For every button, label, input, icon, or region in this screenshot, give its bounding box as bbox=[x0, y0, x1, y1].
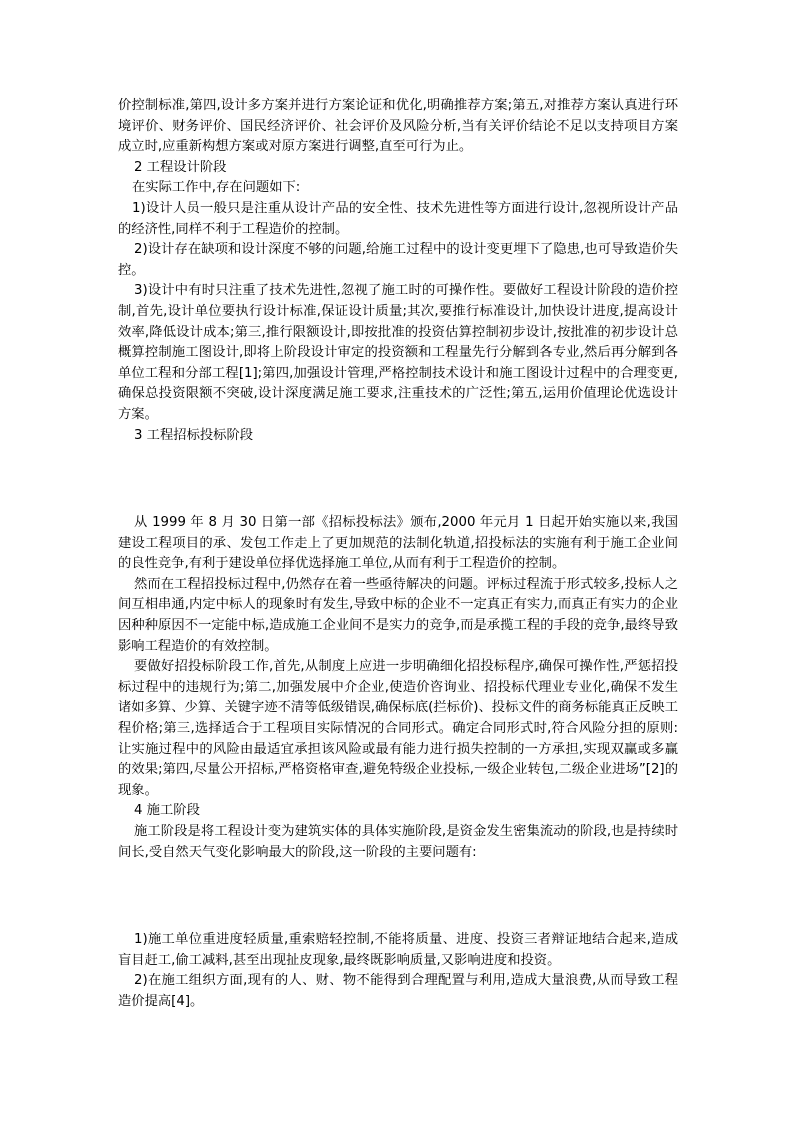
list-item-design-1: 1)设计人员一般只是注重从设计产品的安全性、技术先进性等方面进行设计,忽视所设计产品的经济性,同样不利于工程造价的控制。 bbox=[118, 200, 678, 237]
section-bidding-stage bbox=[118, 513, 678, 863]
paragraph-construction-intro: 施工阶段是将工程设计变为建筑实体的具体实施阶段,是资金发生密集流动的阶段,也是持续时间长,受自然天气变化影响最大的阶段,这一阶段的主要问题有: bbox=[118, 823, 678, 860]
paragraph-intro: 价控制标准,第四,设计多方案并进行方案论证和优化,明确推荐方案;第五,对推荐方案认真进行环境评价、财务评价、国民经济评价、社会评价及风险分析,当有关评价结论不足以支持项目方案成立时,应重新构想方案或对原方案进行调整,直至可行为止。 bbox=[118, 98, 678, 155]
heading-design-stage: 2 工程设计阶段 bbox=[134, 159, 227, 175]
list-item-design-2: 2)设计存在缺项和设计深度不够的问题,给施工过程中的设计变更埋下了隐患,也可导致造价失控。 bbox=[118, 242, 678, 278]
paragraph-bidding-law: 从 1999 年 8 月 30 日第一部《招标投标法》颁布,2000 年元月 1 日起开始实施以来,我国建设工程项目的承、发包工作走上了更加规范的法制化轨道,招投标法的实施有利于施工企业间的良性竞争,有利于建设单位择优选择施工单位,从而有利于工程造价的控制。 bbox=[118, 515, 678, 572]
list-item-design-3: 3)设计中有时只注重了技术先进性,忽视了施工时的可操作性。要做好工程设计阶段的造价控制,首先,设计单位要执行设计标准,保证设计质量;其次,要推行标准设计,加快设计进度,提高设计效率,降低设计成本;第三,推行限额设计,即按批准的投资估算控制初步设计,按批准的初步设计总概算控制施工图设计,即将上阶段设计审定的投资额和工程量先行分解到各专业,然后再分解到各单位工程和分部工程[1];第四,加强设计管理,严格控制技术设计和施工图设计过程中的合理变更,确保总投资限额不突破,设计深度满足施工要求,注重技术的广泛性;第五,运用价值理论优选设计方案。 bbox=[118, 283, 678, 422]
paragraph-bidding-problems: 然而在工程招投标过程中,仍然存在着一些亟待解决的问题。评标过程流于形式较多,投标人之间互相串通,内定中标人的现象时有发生,导致中标的企业不一定真正有实力,而真正有实力的企业因种种原因不一定能中标,造成施工企业间不是实力的竞争,而是承揽工程的手段的竞争,最终导致影响工程造价的有效控制。 bbox=[118, 576, 678, 654]
list-item-construction-1: 1)施工单位重进度轻质量,重索赔轻控制,不能将质量、进度、投资三者辩证地结合起来,造成盲目赶工,偷工减料,甚至出现扯皮现象,最终既影响质量,又影响进度和投资。 bbox=[118, 932, 678, 968]
paragraph-problems: 在实际工作中,存在问题如下: bbox=[132, 180, 301, 196]
section-design-stage bbox=[118, 96, 678, 446]
paragraph-bidding-measures: 要做好招投标阶段工作,首先,从制度上应进一步明确细化招投标程序,确保可操作性,严惩招投标过程中的违规行为;第二,加强发展中介企业,使造价咨询业、招投标代理业专业化,确保不发生诸如多算、少算、关键字迹不清等低级错误,确保标底(拦标价)、投标文件的商务标能真正反映工程价格;第三,选择适合于工程项目实际情况的合同形式。确定合同形式时,符合风险分担的原则:让实施过程中的风险由最适宜承担该风险或最有能力进行损失控制的一方承担,实现双赢或多赢的效果;第四,尽量公开招标,严格资格审查,避免特级企业投标,一级企业转包,二级企业进场”[2]的现象。 bbox=[118, 659, 678, 798]
section-construction-problems bbox=[118, 930, 678, 1012]
heading-bidding-stage: 3 工程招标投标阶段 bbox=[134, 427, 254, 443]
list-item-construction-2: 2)在施工组织方面,现有的人、财、物不能得到合理配置与利用,造成大量浪费,从而导致工程造价提高[4]。 bbox=[118, 973, 678, 1009]
heading-construction-stage: 4 施工阶段 bbox=[134, 803, 200, 819]
